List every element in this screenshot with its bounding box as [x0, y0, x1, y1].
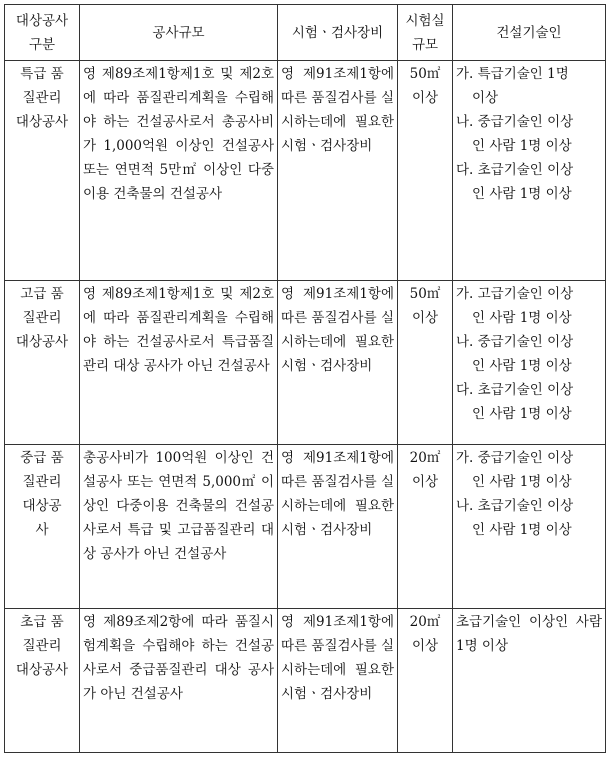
header-category: 대상공사 구분 — [5, 5, 80, 61]
equipment-cell: 영 제91조제1항에 따른 품질검사를 실시하는데에 필요한 시험ㆍ검사장비 — [278, 445, 398, 609]
header-engineer: 건설기술인 — [453, 5, 606, 61]
table-row — [5, 609, 606, 753]
table-row — [5, 281, 606, 445]
header-scale: 공사규모 — [80, 5, 278, 61]
lab-cell: 20㎡ 이상 — [398, 609, 453, 753]
scale-cell: 영 제89조제2항에 따라 품질시험계획을 수립해야 하는 건설공사로서 중급품질관리 대상 공사가 아닌 건설공사 — [80, 609, 278, 753]
lab-cell: 50㎡ 이상 — [398, 61, 453, 281]
category-cell: 고급 품 질관리 대상공사 — [5, 281, 80, 445]
scale-cell: 영 제89조제1항제1호 및 제2호에 따라 품질관리계획을 수립해야 하는 건설공사로서 특급품질관리 대상 공사가 아닌 건설공사 — [80, 281, 278, 445]
equipment-cell: 영 제91조제1항에 따른 품질검사를 실시하는데에 필요한 시험ㆍ검사장비 — [278, 281, 398, 445]
category-cell: 초급 품 질관리 대상공사 — [5, 609, 80, 753]
quality-management-table — [4, 4, 606, 753]
engineer-cell: 가. 고급기술인 이상 인 사람 1명 이상 나. 중급기술인 이상 인 사람 1명 이상 다. 초급기술인 이상 인 사람 1명 이상 — [453, 281, 606, 445]
engineer-cell: 가. 중급기술인 이상 인 사람 1명 이상 나. 초급기술인 이상 인 사람 1명 이상 — [453, 445, 606, 609]
lab-cell: 50㎡ 이상 — [398, 281, 453, 445]
category-cell: 특급 품 질관리 대상공사 — [5, 61, 80, 281]
engineer-cell: 초급기술인 이상인 사람 1명 이상 — [453, 609, 606, 753]
header-equipment: 시험ㆍ검사장비 — [278, 5, 398, 61]
equipment-cell: 영 제91조제1항에 따른 품질검사를 실시하는데에 필요한 시험ㆍ검사장비 — [278, 61, 398, 281]
header-row — [5, 5, 606, 61]
lab-cell: 20㎡ 이상 — [398, 445, 453, 609]
equipment-cell: 영 제91조제1항에 따른 품질검사를 실시하는데에 필요한 시험ㆍ검사장비 — [278, 609, 398, 753]
scale-cell: 총공사비가 100억원 이상인 건설공사 또는 연면적 5,000㎡ 이상인 다중이용 건축물의 건설공사로서 특급 및 고급품질관리 대상 공사가 아닌 건설공사 — [80, 445, 278, 609]
table-row — [5, 61, 606, 281]
table-row — [5, 445, 606, 609]
engineer-cell: 가. 특급기술인 1명 이상 나. 중급기술인 이상 인 사람 1명 이상 다. 초급기술인 이상 인 사람 1명 이상 — [453, 61, 606, 281]
category-cell: 중급 품 질관리 대상공 사 — [5, 445, 80, 609]
header-lab: 시험실 규모 — [398, 5, 453, 61]
scale-cell: 영 제89조제1항제1호 및 제2호에 따라 품질관리계획을 수립해야 하는 건설공사로서 총공사비가 1,000억원 이상인 건설공사 또는 연면적 5만㎡ 이상인 다중이용 건축물의 건설공사 — [80, 61, 278, 281]
